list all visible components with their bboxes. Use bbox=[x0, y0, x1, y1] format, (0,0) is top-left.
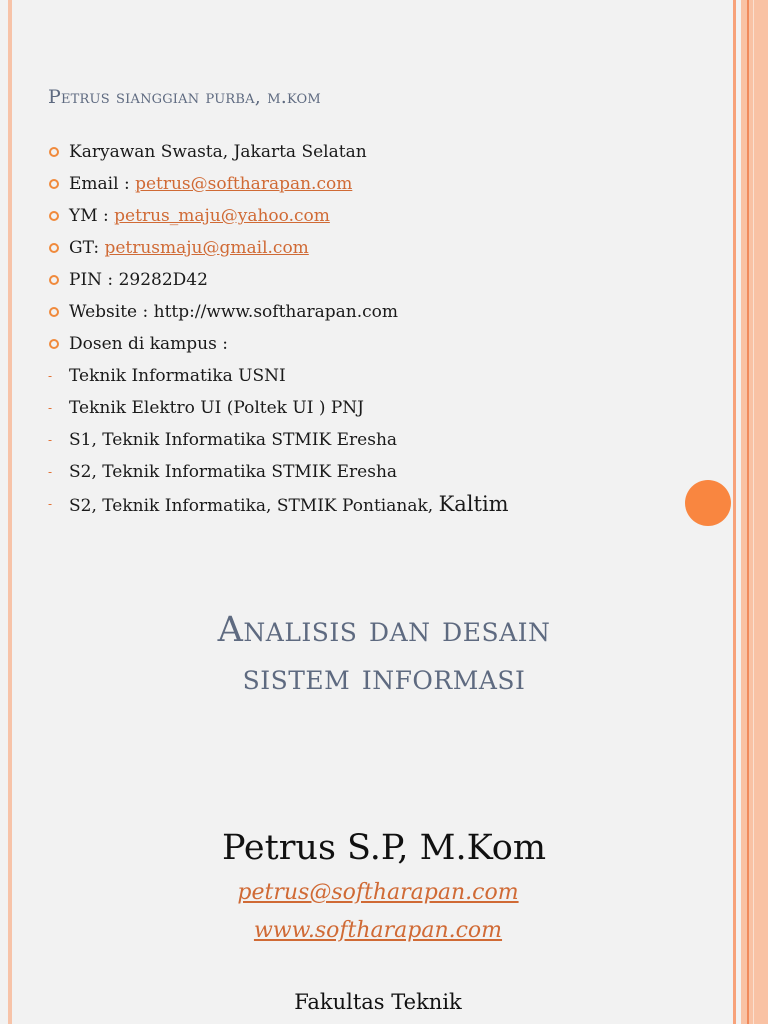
circle-bullet-icon bbox=[49, 275, 59, 285]
info-label: Website : http://www.softharapan.com bbox=[69, 302, 399, 322]
circle-bullet-icon bbox=[49, 147, 59, 157]
info-label: S2, Teknik Informatika, STMIK Pontianak, bbox=[69, 496, 439, 516]
info-text bbox=[69, 395, 364, 421]
title-line-1: Analisis dan desain bbox=[217, 610, 551, 650]
info-text bbox=[69, 331, 228, 357]
info-text bbox=[69, 235, 309, 261]
decorative-circle bbox=[685, 480, 731, 526]
info-label: S1, Teknik Informatika STMIK Eresha bbox=[69, 430, 398, 450]
dash-bullet-icon: - bbox=[48, 369, 53, 383]
info-text bbox=[69, 427, 397, 453]
circle-bullet-icon bbox=[49, 179, 59, 189]
left-border bbox=[8, 0, 12, 1024]
author-email-link[interactable]: petrus@softharapan.com bbox=[237, 880, 519, 905]
info-text bbox=[69, 139, 367, 165]
author-name: Petrus S.P, M.Kom bbox=[221, 828, 547, 868]
info-text bbox=[69, 203, 330, 229]
circle-bullet-icon bbox=[49, 339, 59, 349]
right-border-line bbox=[733, 0, 736, 1024]
info-label: PIN : 29282D42 bbox=[69, 270, 208, 290]
info-label: Teknik Informatika USNI bbox=[69, 366, 286, 386]
info-label: GT: bbox=[69, 238, 105, 258]
info-link[interactable]: petrus@softharapan.com bbox=[135, 174, 353, 194]
faculty-label: Fakultas Teknik bbox=[294, 990, 462, 1014]
info-label: Email : bbox=[69, 174, 136, 194]
info-label: Karyawan Swasta, Jakarta Selatan bbox=[69, 142, 367, 162]
dash-bullet-icon: - bbox=[48, 465, 53, 479]
band-stripe bbox=[753, 0, 754, 1024]
info-label: YM : bbox=[69, 206, 115, 226]
circle-bullet-icon bbox=[49, 243, 59, 253]
info-link[interactable]: petrusmaju@gmail.com bbox=[104, 238, 309, 258]
info-text bbox=[69, 491, 509, 519]
slide-title bbox=[0, 606, 768, 702]
info-text bbox=[69, 267, 208, 293]
info-text bbox=[69, 363, 286, 389]
dash-bullet-icon: - bbox=[48, 401, 53, 415]
dash-bullet-icon: - bbox=[48, 433, 53, 447]
info-label: S2, Teknik Informatika STMIK Eresha bbox=[69, 462, 398, 482]
band-stripe bbox=[747, 0, 749, 1024]
circle-bullet-icon bbox=[49, 307, 59, 317]
info-suffix: Kaltim bbox=[438, 492, 509, 516]
info-link[interactable]: petrus_maju@yahoo.com bbox=[114, 206, 330, 226]
info-text bbox=[69, 459, 397, 485]
dash-bullet-icon: - bbox=[48, 497, 53, 511]
info-label: Dosen di kampus : bbox=[69, 334, 228, 354]
presenter-header: Petrus sianggian purba, m.kom bbox=[48, 86, 321, 108]
info-label: Teknik Elektro UI (Poltek UI ) PNJ bbox=[69, 398, 364, 418]
info-text bbox=[69, 299, 398, 325]
circle-bullet-icon bbox=[49, 211, 59, 221]
title-line-2: sistem informasi bbox=[242, 658, 526, 698]
info-text bbox=[69, 171, 352, 197]
author-website-link[interactable]: www.softharapan.com bbox=[253, 918, 503, 943]
right-border-band bbox=[741, 0, 768, 1024]
